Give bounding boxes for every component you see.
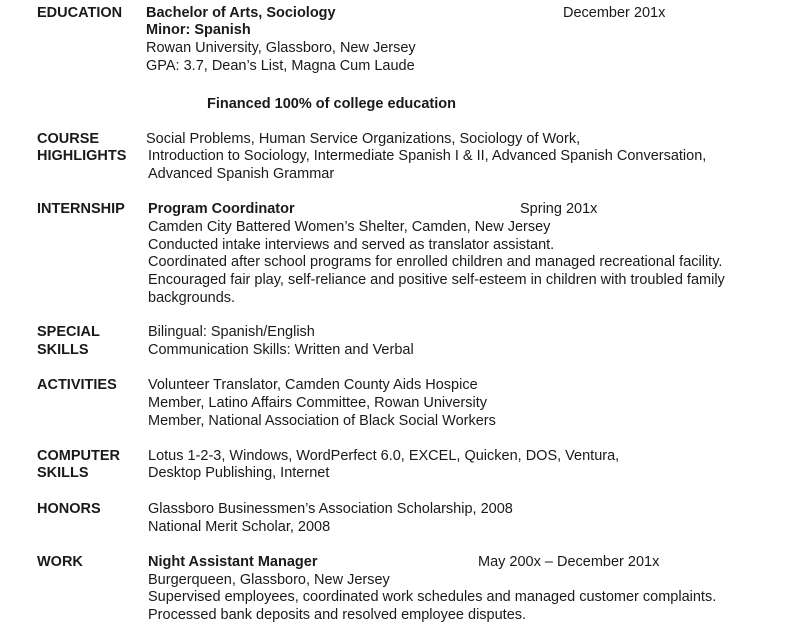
internship-heading: INTERNSHIP	[37, 201, 125, 217]
computer-skills-heading-2: SKILLS	[37, 465, 89, 481]
internship-date: Spring 201x	[520, 201, 598, 217]
work-heading: WORK	[37, 554, 83, 570]
honors-heading: HONORS	[37, 501, 101, 517]
course-line: Advanced Spanish Grammar	[148, 166, 335, 182]
education-degree: Bachelor of Arts, Sociology	[146, 5, 336, 21]
activities-line: Member, Latino Affairs Committee, Rowan University	[148, 395, 488, 411]
course-line: Introduction to Sociology, Intermediate Spanish I & II, Advanced Spanish Conversation,	[148, 148, 707, 164]
activities-line: Member, National Association of Black Social Workers	[148, 413, 496, 429]
work-title: Night Assistant Manager	[148, 554, 318, 570]
work-line: Burgerqueen, Glassboro, New Jersey	[148, 572, 390, 588]
internship-line: Conducted intake interviews and served as translator assistant.	[148, 237, 555, 253]
course-highlights-heading: COURSE	[37, 131, 100, 147]
computer-skills-line: Desktop Publishing, Internet	[148, 465, 330, 481]
computer-skills-line: Lotus 1-2-3, Windows, WordPerfect 6.0, EXCEL, Quicken, DOS, Ventura,	[148, 448, 620, 464]
work-line: Supervised employees, coordinated work schedules and managed customer complaints.	[148, 589, 717, 605]
education-minor: Minor: Spanish	[146, 22, 251, 38]
course-line: Social Problems, Human Service Organizations, Sociology of Work,	[146, 131, 581, 147]
course-highlights-heading-2: HIGHLIGHTS	[37, 148, 127, 164]
internship-line: backgrounds.	[148, 290, 236, 306]
education-gpa: GPA: 3.7, Dean’s List, Magna Cum Laude	[146, 58, 415, 74]
computer-skills-heading: COMPUTER	[37, 448, 120, 464]
internship-line: Camden City Battered Women’s Shelter, Camden, New Jersey	[148, 219, 551, 235]
education-school: Rowan University, Glassboro, New Jersey	[146, 40, 416, 56]
internship-line: Encouraged fair play, self-reliance and positive self-esteem in children with troubled family	[148, 272, 725, 288]
honors-line: Glassboro Businessmen’s Association Scholarship, 2008	[148, 501, 513, 517]
activities-line: Volunteer Translator, Camden County Aids Hospice	[148, 377, 478, 393]
special-skills-heading-2: SKILLS	[37, 342, 89, 358]
internship-title: Program Coordinator	[148, 201, 295, 217]
internship-line: Coordinated after school programs for enrolled children and managed recreational facility.	[148, 254, 723, 270]
education-heading: EDUCATION	[37, 5, 123, 21]
work-line: Processed bank deposits and resolved employee disputes.	[148, 607, 527, 623]
special-skills-line: Communication Skills: Written and Verbal	[148, 342, 414, 358]
honors-line: National Merit Scholar, 2008	[148, 519, 331, 535]
special-skills-heading: SPECIAL	[37, 324, 100, 340]
education-date: December 201x	[563, 5, 666, 21]
activities-heading: ACTIVITIES	[37, 377, 117, 393]
special-skills-line: Bilingual: Spanish/English	[148, 324, 315, 340]
work-date: May 200x – December 201x	[478, 554, 660, 570]
education-financed: Financed 100% of college education	[207, 96, 456, 112]
